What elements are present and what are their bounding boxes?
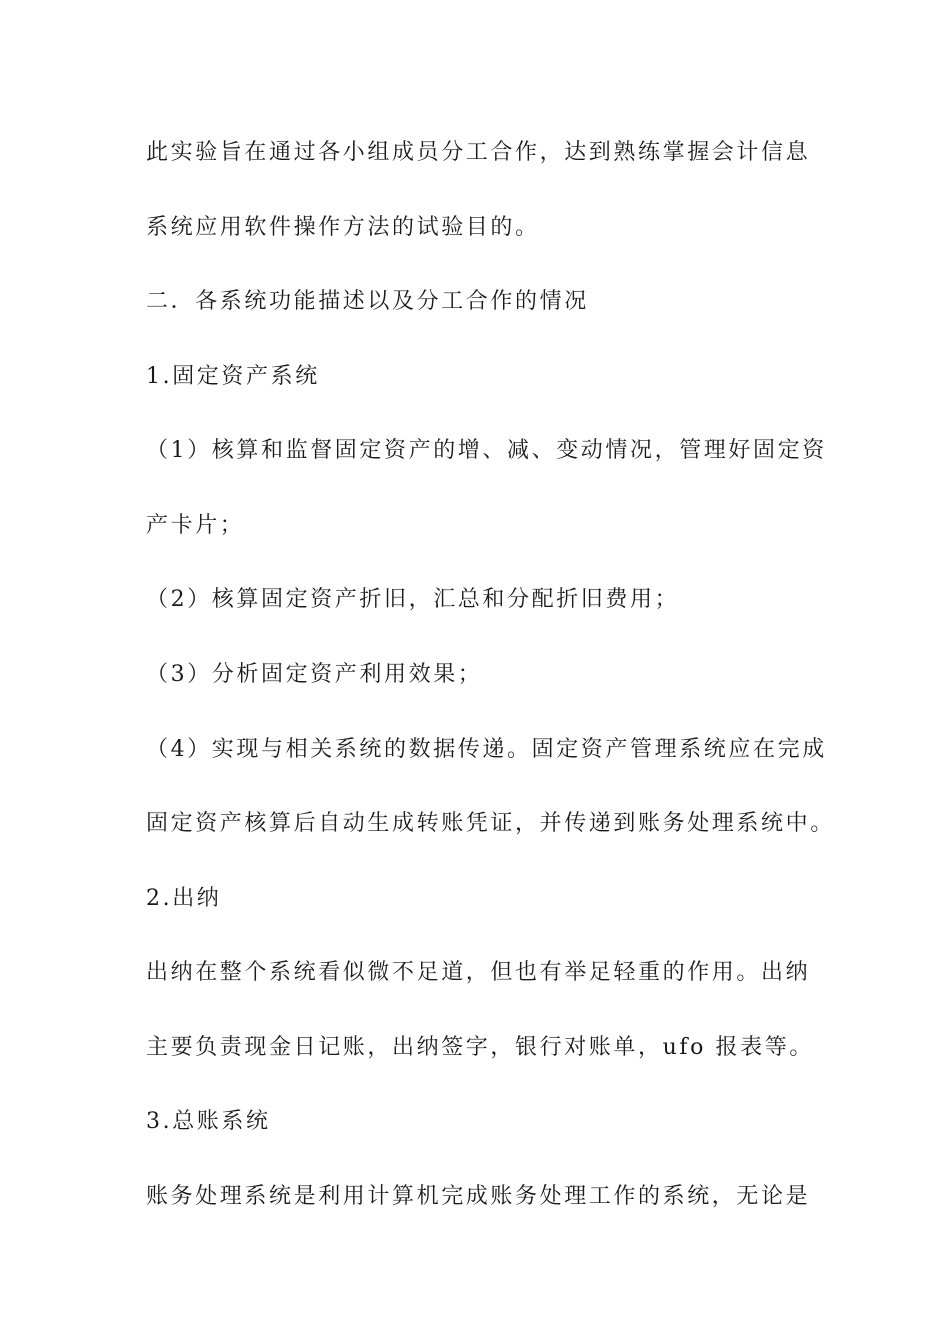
paragraph-line: 主要负责现金日记账，出纳签字，银行对账单，ufo 报表等。 — [146, 1035, 814, 1060]
paragraph-line: 出纳在整个系统看似微不足道，但也有举足轻重的作用。出纳 — [146, 960, 811, 985]
list-item: （4）实现与相关系统的数据传递。固定资产管理系统应在完成 — [146, 737, 827, 762]
subsection-heading: 2.出纳 — [146, 886, 222, 911]
list-item: （3）分析固定资产利用效果； — [146, 662, 483, 687]
section-heading: 二．各系统功能描述以及分工合作的情况 — [146, 289, 589, 314]
paragraph-line: 系统应用软件操作方法的试验目的。 — [146, 215, 540, 240]
list-item: （1）核算和监督固定资产的增、减、变动情况，管理好固定资 — [146, 438, 827, 463]
subsection-heading: 3.总账系统 — [146, 1109, 271, 1134]
paragraph-line: 账务处理系统是利用计算机完成账务处理工作的系统，无论是 — [146, 1184, 811, 1209]
list-item-continuation: 产卡片； — [146, 513, 245, 538]
list-item-continuation: 固定资产核算后自动生成转账凭证，并传递到账务处理系统中。 — [146, 811, 835, 836]
list-item: （2）核算固定资产折旧，汇总和分配折旧费用； — [146, 587, 680, 612]
paragraph-line: 此实验旨在通过各小组成员分工合作，达到熟练掌握会计信息 — [146, 140, 811, 165]
subsection-heading: 1.固定资产系统 — [146, 364, 320, 389]
